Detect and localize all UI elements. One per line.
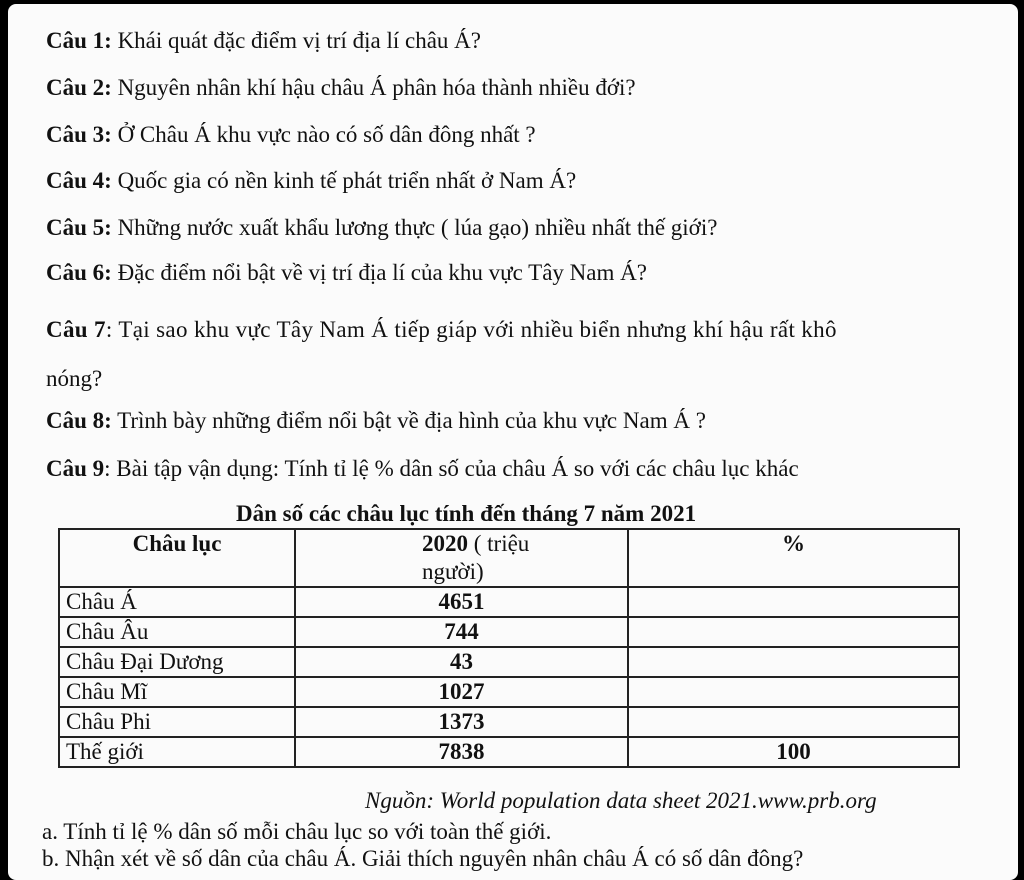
- row-percent: 100: [628, 737, 959, 767]
- row-value: 7838: [295, 737, 628, 767]
- question-label: Câu 5:: [46, 215, 112, 240]
- question-2: [46, 74, 636, 102]
- question-8: [46, 407, 706, 435]
- row-percent: [628, 707, 959, 737]
- header-percent: %: [628, 529, 959, 587]
- row-name: Châu Mĩ: [59, 677, 295, 707]
- table-row: [59, 617, 959, 647]
- row-value: 4651: [295, 587, 628, 617]
- population-table: [58, 528, 960, 768]
- question-text: Ở Châu Á khu vực nào có số dân đông nhất ?: [111, 122, 536, 147]
- question-7: [46, 316, 837, 344]
- question-1: [46, 27, 481, 55]
- row-value: 744: [295, 617, 628, 647]
- question-text: : Bài tập vận dụng: Tính tỉ lệ % dân số của châu Á so với các châu lục khác: [104, 456, 799, 481]
- header-continent: Châu lục: [59, 529, 295, 587]
- question-3: [46, 121, 536, 149]
- row-name: Châu Âu: [59, 617, 295, 647]
- table-row: [59, 737, 959, 767]
- header-unit-line1: ( triệu: [468, 531, 530, 556]
- note-a: a. Tính tỉ lệ % dân số mỗi châu lục so với toàn thế giới.: [42, 819, 552, 844]
- question-label: Câu 2:: [46, 75, 112, 100]
- row-percent: [628, 647, 959, 677]
- question-text: : Tại sao khu vực Tây Nam Á tiếp giáp với nhiều biển nhưng khí hậu rất khô: [105, 317, 837, 342]
- question-label: Câu 3:: [46, 122, 112, 147]
- row-name: Châu Phi: [59, 707, 295, 737]
- question-text: Những nước xuất khẩu lương thực ( lúa gạo) nhiều nhất thế giới?: [111, 215, 718, 240]
- question-4: [46, 167, 576, 195]
- question-text: Nguyên nhân khí hậu châu Á phân hóa thành nhiều đới?: [111, 75, 636, 100]
- question-text: Khái quát đặc điểm vị trí địa lí châu Á?: [111, 28, 481, 53]
- question-6: [46, 259, 647, 287]
- question-label: Câu 6:: [46, 260, 112, 285]
- question-7-continuation: nóng?: [46, 366, 103, 391]
- question-label: Câu 4:: [46, 168, 112, 193]
- header-population: [295, 529, 628, 587]
- question-label: Câu 8:: [46, 408, 112, 433]
- row-name: Thế giới: [59, 737, 295, 767]
- source-citation: Nguồn: World population data sheet 2021.www.prb.org: [365, 788, 877, 813]
- row-percent: [628, 587, 959, 617]
- question-label: Câu 1:: [46, 28, 112, 53]
- question-label: Câu 9: [46, 456, 105, 481]
- table-row: [59, 707, 959, 737]
- question-5: [46, 214, 717, 242]
- row-value: 1027: [295, 677, 628, 707]
- row-name: Châu Á: [59, 587, 295, 617]
- question-text: Quốc gia có nền kinh tế phát triển nhất ở Nam Á?: [111, 168, 577, 193]
- row-percent: [628, 617, 959, 647]
- row-name: Châu Đại Dương: [59, 647, 295, 677]
- table-row: [59, 647, 959, 677]
- row-percent: [628, 677, 959, 707]
- header-year: 2020: [422, 531, 468, 556]
- question-text: Trình bày những điểm nổi bật về địa hình của khu vực Nam Á ?: [111, 408, 706, 433]
- table-row: [59, 587, 959, 617]
- question-9: [46, 455, 799, 483]
- row-value: 1373: [295, 707, 628, 737]
- header-unit-line2: người): [422, 559, 484, 584]
- table-row: [59, 677, 959, 707]
- table-header-row: [59, 529, 959, 587]
- row-value: 43: [295, 647, 628, 677]
- question-label: Câu 7: [46, 317, 106, 342]
- table-title: Dân số các châu lục tính đến tháng 7 năm 2021: [236, 501, 697, 526]
- note-b: b. Nhận xét về số dân của châu Á. Giải thích nguyên nhân châu Á có số dân đông?: [42, 846, 804, 871]
- question-text: Đặc điểm nổi bật về vị trí địa lí của khu vực Tây Nam Á?: [111, 260, 647, 285]
